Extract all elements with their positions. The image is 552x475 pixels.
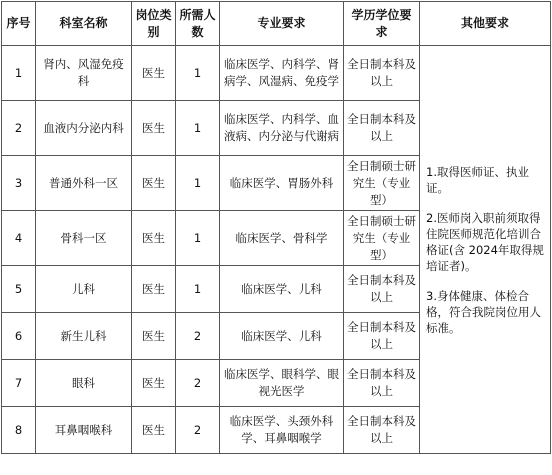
header-no: 序号 bbox=[2, 2, 36, 46]
recruitment-table bbox=[1, 1, 551, 454]
cell-edu: 全日制本科及以上 bbox=[344, 101, 420, 156]
cell-major: 临床医学、儿科 bbox=[220, 313, 344, 360]
cell-no: 3 bbox=[2, 156, 36, 211]
cell-edu: 全日制本科及以上 bbox=[344, 407, 420, 454]
header-count: 所需人数 bbox=[176, 2, 220, 46]
cell-count: 1 bbox=[176, 156, 220, 211]
cell-dept: 耳鼻咽喉科 bbox=[36, 407, 132, 454]
cell-edu: 全日制本科及以上 bbox=[344, 266, 420, 313]
cell-major: 临床医学、内科学、肾病学、风湿病、免疫学 bbox=[220, 46, 344, 101]
header-edu: 学历学位要求 bbox=[344, 2, 420, 46]
cell-no: 7 bbox=[2, 360, 36, 407]
other-requirement-3: 3.身体健康、体检合格，符合我院岗位用人标准。 bbox=[426, 288, 541, 335]
cell-edu: 全日制本科及以上 bbox=[344, 360, 420, 407]
cell-no: 8 bbox=[2, 407, 36, 454]
cell-major: 临床医学、胃肠外科 bbox=[220, 156, 344, 211]
header-dept: 科室名称 bbox=[36, 2, 132, 46]
cell-edu: 全日制硕士研究生（专业型） bbox=[344, 156, 420, 211]
other-requirements-cell bbox=[420, 46, 551, 454]
cell-count: 2 bbox=[176, 407, 220, 454]
cell-type: 医生 bbox=[132, 407, 176, 454]
cell-no: 1 bbox=[2, 46, 36, 101]
cell-count: 2 bbox=[176, 313, 220, 360]
cell-count: 1 bbox=[176, 211, 220, 266]
cell-major: 临床医学、眼科学、眼视光医学 bbox=[220, 360, 344, 407]
cell-type: 医生 bbox=[132, 46, 176, 101]
cell-count: 1 bbox=[176, 101, 220, 156]
cell-major: 临床医学、头颈外科学、耳鼻咽喉学 bbox=[220, 407, 344, 454]
header-type: 岗位类别 bbox=[132, 2, 176, 46]
cell-type: 医生 bbox=[132, 156, 176, 211]
table-row bbox=[2, 46, 551, 101]
cell-no: 2 bbox=[2, 101, 36, 156]
other-requirement-1: 1.取得医师证、执业证。 bbox=[426, 164, 529, 195]
cell-major: 临床医学、内科学、血液病、内分泌与代谢病 bbox=[220, 101, 344, 156]
cell-major: 临床医学、骨科学 bbox=[220, 211, 344, 266]
header-other: 其他要求 bbox=[420, 2, 551, 46]
other-requirement-2: 2.医师岗入职前须取得住院医师规范化培训合格证(含 2024年取得规培证者)。 bbox=[426, 210, 544, 273]
cell-dept: 新生儿科 bbox=[36, 313, 132, 360]
cell-type: 医生 bbox=[132, 313, 176, 360]
header-major: 专业要求 bbox=[220, 2, 344, 46]
cell-dept: 眼科 bbox=[36, 360, 132, 407]
cell-dept: 血液内分泌内科 bbox=[36, 101, 132, 156]
header-row bbox=[2, 2, 551, 46]
cell-type: 医生 bbox=[132, 211, 176, 266]
cell-dept: 儿科 bbox=[36, 266, 132, 313]
cell-edu: 全日制本科及以上 bbox=[344, 313, 420, 360]
cell-major: 临床医学、儿科 bbox=[220, 266, 344, 313]
cell-dept: 骨科一区 bbox=[36, 211, 132, 266]
cell-no: 6 bbox=[2, 313, 36, 360]
cell-dept: 肾内、风湿免疫科 bbox=[36, 46, 132, 101]
cell-type: 医生 bbox=[132, 266, 176, 313]
cell-edu: 全日制硕士研究生（专业型） bbox=[344, 211, 420, 266]
cell-type: 医生 bbox=[132, 360, 176, 407]
cell-count: 2 bbox=[176, 360, 220, 407]
cell-count: 1 bbox=[176, 46, 220, 101]
cell-type: 医生 bbox=[132, 101, 176, 156]
cell-dept: 普通外科一区 bbox=[36, 156, 132, 211]
cell-no: 4 bbox=[2, 211, 36, 266]
cell-edu: 全日制本科及以上 bbox=[344, 46, 420, 101]
cell-no: 5 bbox=[2, 266, 36, 313]
cell-count: 1 bbox=[176, 266, 220, 313]
